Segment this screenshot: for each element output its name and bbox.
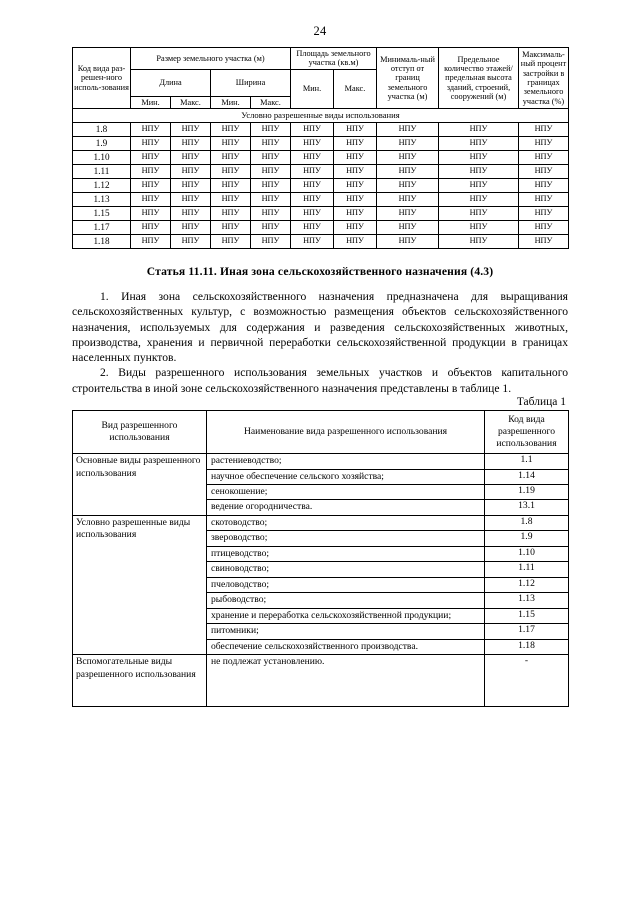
article-paragraph-1: 1. Иная зона сельскохозяйственного назначения предназначена для выращивания сельскохозяйственных культур, с возможностью размещения объектов сельскохозяйственного назначения, используемых для содержания и разведения сельскохозяйственных животных, производства, хранения и первичной переработки сельскохозяйственной продукции в границах населенных пунктов. [72,290,568,365]
table-row [73,515,569,530]
cell-use-code: 1.19 [485,484,569,499]
cell-use-name: сенокошение; [207,484,485,499]
cell-value: НПУ [334,193,377,207]
cell-value: НПУ [519,221,569,235]
cell-value: НПУ [291,137,334,151]
header-min-offset: Минималь-ный отступ от границ земельного участка (м) [377,48,439,109]
cell-use-name: пчеловодство; [207,577,485,592]
cell-value: НПУ [211,207,251,221]
cell-value: НПУ [377,179,439,193]
cell-value: НПУ [251,179,291,193]
cell-value: НПУ [251,151,291,165]
cell-use-code: 1.14 [485,469,569,484]
cell-value: НПУ [439,221,519,235]
cell-value: НПУ [291,123,334,137]
cell-value: НПУ [211,179,251,193]
cell-value: НПУ [171,179,211,193]
table-row [73,193,569,207]
section-label-conditional: Условно разрешенные виды использования [73,109,569,123]
article-paragraph-2: 2. Виды разрешенного использования земельных участков и объектов капитального строительства в иной зоне сельскохозяйственного назначения представлены в таблице 1. [72,366,568,395]
cell-use-name: хранение и переработка сельскохозяйственной продукции; [207,608,485,623]
cell-value: НПУ [251,221,291,235]
cell-value: НПУ [251,207,291,221]
cell-value: НПУ [377,235,439,249]
header-code: Код вида раз-решен-ного исполь-зования [73,48,131,109]
cell-value: НПУ [131,207,171,221]
header-size-group: Размер земельного участка (м) [131,48,291,70]
cell-use-code: 1.9 [485,531,569,546]
uses-table-body [73,454,569,707]
cell-value: НПУ [291,207,334,221]
cell-value: НПУ [377,165,439,179]
cell-value: НПУ [291,151,334,165]
cell-value: НПУ [439,207,519,221]
table-row [73,235,569,249]
cell-value: НПУ [334,165,377,179]
cell-value: НПУ [131,193,171,207]
table-row [73,137,569,151]
cell-code: 1.13 [73,193,131,207]
cell-use-code: 1.17 [485,624,569,639]
header-area-max: Макс. [334,69,377,108]
cell-value: НПУ [377,137,439,151]
header-width-min: Мин. [211,96,251,108]
cell-code: 1.18 [73,235,131,249]
cell-use-kind: Условно разрешенные виды использования [73,515,207,654]
cell-value: НПУ [131,235,171,249]
header-length-max: Макс. [171,96,211,108]
cell-value: НПУ [291,179,334,193]
cell-code: 1.9 [73,137,131,151]
cell-use-code: 1.8 [485,515,569,530]
cell-code: 1.17 [73,221,131,235]
cell-use-name: научное обеспечение сельского хозяйства; [207,469,485,484]
header-length: Длина [131,69,211,96]
table-header-row [73,48,569,70]
cell-value: НПУ [439,235,519,249]
header-use-name: Наименование вида разрешенного использования [207,411,485,454]
cell-value: НПУ [291,221,334,235]
cell-value: НПУ [171,151,211,165]
cell-value: НПУ [131,179,171,193]
cell-value: НПУ [291,235,334,249]
cell-value: НПУ [334,137,377,151]
cell-use-name: свиноводство; [207,562,485,577]
cell-value: НПУ [171,123,211,137]
cell-value: НПУ [211,221,251,235]
header-use-kind: Вид разрешенного использования [73,411,207,454]
cell-value: НПУ [291,193,334,207]
table-row [73,655,569,707]
cell-value: НПУ [251,193,291,207]
cell-code: 1.11 [73,165,131,179]
cell-value: НПУ [519,123,569,137]
cell-value: НПУ [131,123,171,137]
header-area-group: Площадь земельного участка (кв.м) [291,48,377,70]
cell-use-name: скотоводство; [207,515,485,530]
cell-value: НПУ [334,123,377,137]
cell-use-name: птицеводство; [207,546,485,561]
cell-value: НПУ [334,179,377,193]
permitted-uses-table [72,410,569,707]
cell-value: НПУ [131,165,171,179]
cell-use-code: 1.10 [485,546,569,561]
table-caption: Таблица 1 [516,396,566,409]
cell-use-name: звероводство; [207,531,485,546]
table-row [73,165,569,179]
cell-value: НПУ [439,151,519,165]
cell-value: НПУ [171,165,211,179]
article-heading: Статья 11.11. Иная зона сельскохозяйственного назначения (4.3) [146,265,494,278]
cell-value: НПУ [211,137,251,151]
cell-use-name: не подлежат установлению. [207,655,485,707]
cell-value: НПУ [171,193,211,207]
cell-use-code: 1.1 [485,454,569,469]
cell-value: НПУ [439,123,519,137]
cell-code: 1.15 [73,207,131,221]
cell-value: НПУ [251,235,291,249]
cell-value: НПУ [171,235,211,249]
cell-value: НПУ [519,165,569,179]
cell-value: НПУ [251,123,291,137]
cell-value: НПУ [334,221,377,235]
cell-value: НПУ [519,137,569,151]
cell-value: НПУ [519,179,569,193]
cell-value: НПУ [211,151,251,165]
cell-code: 1.12 [73,179,131,193]
cell-use-name: растениеводство; [207,454,485,469]
header-area-min: Мин. [291,69,334,108]
cell-value: НПУ [131,221,171,235]
cell-code: 1.10 [73,151,131,165]
table-row [73,179,569,193]
cell-value: НПУ [211,193,251,207]
cell-value: НПУ [334,235,377,249]
table-header-row [73,411,569,454]
cell-use-kind: Вспомогательные виды разрешенного использования [73,655,207,707]
cell-value: НПУ [377,207,439,221]
header-length-min: Мин. [131,96,171,108]
table-row [73,454,569,469]
table-row [73,151,569,165]
cell-value: НПУ [211,235,251,249]
cell-value: НПУ [171,137,211,151]
cell-use-name: рыбоводство; [207,593,485,608]
cell-use-code: 1.13 [485,593,569,608]
cell-value: НПУ [131,137,171,151]
header-width-max: Макс. [251,96,291,108]
header-use-code: Код вида разрешенного использования [485,411,569,454]
header-max-percent: Максималь-ный процент застройки в границах земельного участка (%) [519,48,569,109]
cell-use-name: питомники; [207,624,485,639]
cell-value: НПУ [519,151,569,165]
cell-value: НПУ [377,151,439,165]
header-max-floors: Предельное количество этажей/ предельная высота зданий, строений, сооружений (м) [439,48,519,109]
cell-value: НПУ [334,151,377,165]
cell-value: НПУ [171,221,211,235]
cell-value: НПУ [439,165,519,179]
cell-value: НПУ [377,221,439,235]
cell-use-name: обеспечение сельскохозяйственного производства. [207,639,485,654]
cell-use-code: 13.1 [485,500,569,515]
section-header-row [73,109,569,123]
page-number: 24 [313,24,327,38]
cell-value: НПУ [251,137,291,151]
cell-value: НПУ [211,165,251,179]
cell-value: НПУ [211,123,251,137]
params-table-body [73,109,569,249]
land-parameters-table [72,47,569,249]
table-row [73,123,569,137]
header-width: Ширина [211,69,291,96]
cell-value: НПУ [439,179,519,193]
cell-value: НПУ [251,165,291,179]
cell-value: НПУ [291,165,334,179]
cell-value: НПУ [519,207,569,221]
cell-value: НПУ [334,207,377,221]
cell-use-code: 1.15 [485,608,569,623]
cell-use-kind: Основные виды разрешенного использования [73,454,207,516]
cell-use-code: - [485,655,569,707]
cell-use-code: 1.11 [485,562,569,577]
cell-use-code: 1.12 [485,577,569,592]
cell-use-code: 1.18 [485,639,569,654]
cell-value: НПУ [439,193,519,207]
cell-value: НПУ [377,123,439,137]
cell-code: 1.8 [73,123,131,137]
table-row [73,207,569,221]
cell-value: НПУ [519,193,569,207]
cell-value: НПУ [131,151,171,165]
cell-value: НПУ [519,235,569,249]
cell-use-name: ведение огородничества. [207,500,485,515]
cell-value: НПУ [439,137,519,151]
cell-value: НПУ [171,207,211,221]
cell-value: НПУ [377,193,439,207]
table-row [73,221,569,235]
